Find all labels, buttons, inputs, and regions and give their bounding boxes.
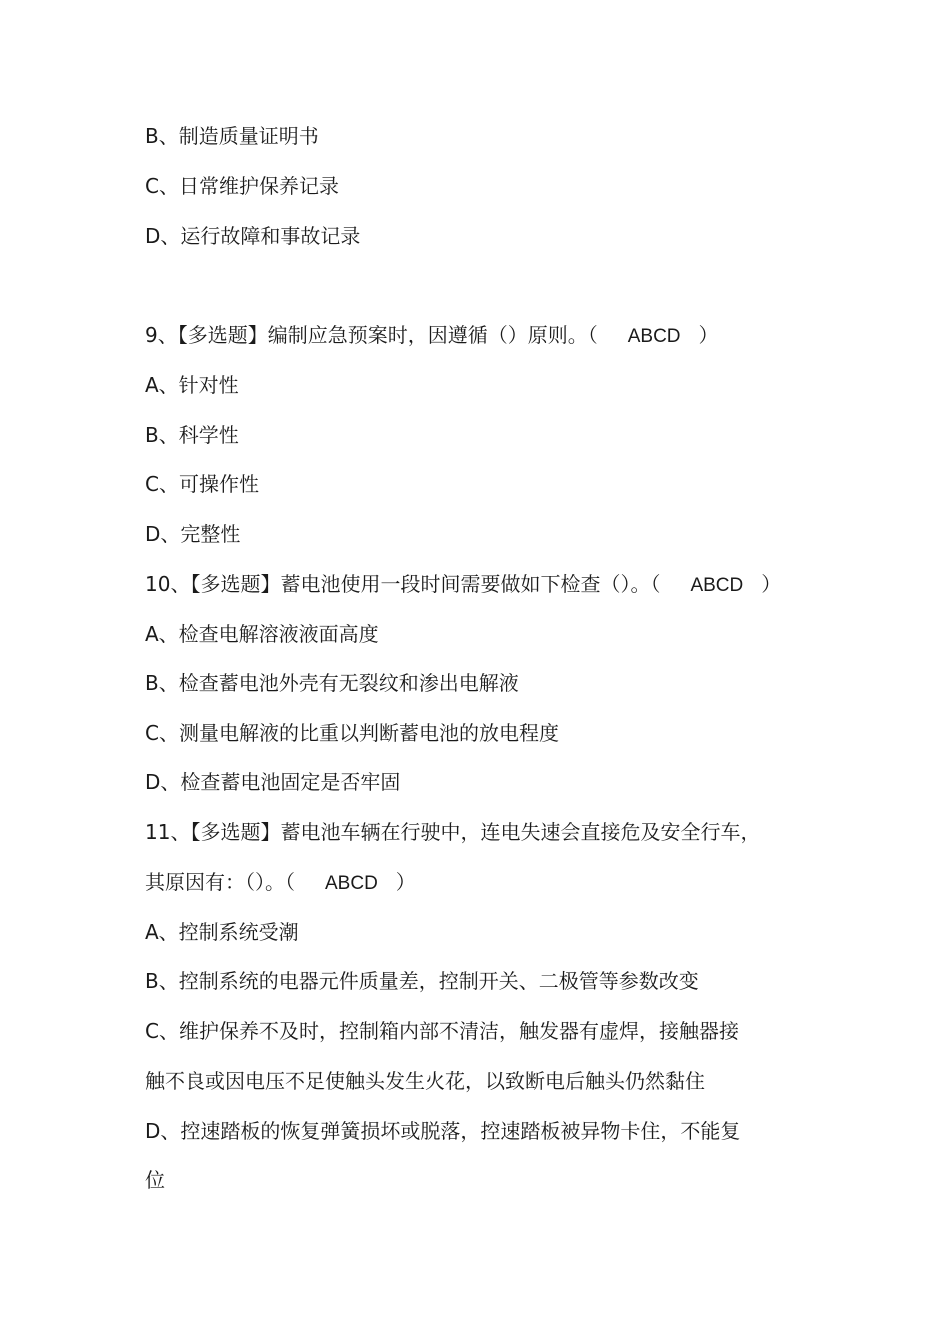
question-9-option-d: D、完整性 (145, 522, 241, 546)
question-9-option-c: C、可操作性 (145, 472, 259, 496)
question-11-option-d-line-2: 位 (145, 1168, 165, 1192)
question-9-option-a: A、针对性 (145, 373, 239, 397)
question-10-text: 10、【多选题】蓄电池使用一段时间需要做如下检查（）。（ (145, 572, 661, 596)
question-10-option-c: C、测量电解液的比重以判断蓄电池的放电程度 (145, 721, 559, 745)
question-9-text: 9、【多选题】编制应急预案时，因遵循（）原则。（ (145, 323, 598, 347)
question-11-option-c-line-2: 触不良或因电压不足使触头发生火花，以致断电后触头仍然黏住 (145, 1069, 705, 1093)
question-9-stem (145, 321, 825, 351)
question-11-option-a: A、控制系统受潮 (145, 920, 299, 944)
question-11-close-paren: ） (395, 870, 416, 894)
prev-option-b: B、制造质量证明书 (145, 124, 319, 148)
question-10-close-paren: ） (761, 572, 782, 596)
prev-option-c: C、日常维护保养记录 (145, 174, 339, 198)
question-10-option-a: A、检查电解溶液液面高度 (145, 622, 379, 646)
question-11-option-b: B、控制系统的电器元件质量差，控制开关、二极管等参数改变 (145, 969, 699, 993)
question-9-close-paren: ） (698, 323, 719, 347)
question-11-option-d-line-1: D、控速踏板的恢复弹簧损坏或脱落，控速踏板被异物卡住，不能复 (145, 1119, 741, 1143)
question-11-option-c-line-1: C、维护保养不及时，控制箱内部不清洁，触发器有虚焊，接触器接 (145, 1019, 739, 1043)
question-10-option-b: B、检查蓄电池外壳有无裂纹和渗出电解液 (145, 671, 519, 695)
question-11-stem-line-1: 11、【多选题】蓄电池车辆在行驶中，连电失速会直接危及安全行车， (145, 820, 761, 844)
question-10-stem (145, 570, 825, 600)
question-11-stem-line-2 (145, 868, 825, 898)
question-9-answer: ABCD (627, 326, 681, 347)
question-9-option-b: B、科学性 (145, 423, 239, 447)
question-10-answer: ABCD (690, 575, 744, 596)
question-11-text: 其原因有：（）。（ (145, 870, 295, 894)
question-10-option-d: D、检查蓄电池固定是否牢固 (145, 770, 401, 794)
question-11-answer: ABCD (325, 873, 378, 894)
prev-option-d: D、运行故障和事故记录 (145, 224, 361, 248)
